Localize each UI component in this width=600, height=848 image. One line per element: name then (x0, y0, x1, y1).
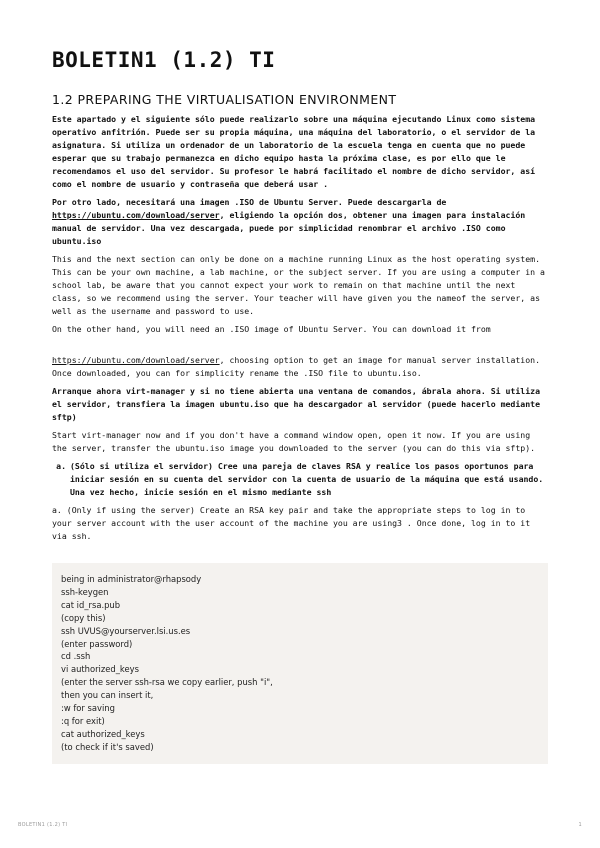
code-line: (enter password) (61, 638, 133, 649)
page-number: 1 (578, 822, 582, 828)
paragraph-iso-en: On the other hand, you will need an .ISO image of Ubuntu Server. You can download it from (52, 324, 491, 334)
paragraph-iso-es (52, 196, 548, 248)
ubuntu-download-link-es[interactable]: https://ubuntu.com/download/server (52, 210, 220, 220)
step-list (52, 460, 548, 499)
code-line: :q for exit) (61, 715, 105, 726)
code-line: then you can insert it, (61, 690, 154, 701)
page-footer (18, 822, 582, 828)
list-item-text: (Sólo si utiliza el servidor) Cree una pareja de claves RSA y realice los pasos oportunos para iniciar sesión en su cuenta del servidor con la cuenta de usuario de la máquina que está usando. Una vez hecho, inicie sesión en el mismo mediante ssh (70, 461, 544, 497)
ubuntu-download-link-en[interactable]: https://ubuntu.com/download/server (52, 355, 220, 365)
paragraph-virt-manager-es: Arranque ahora virt-manager y si no tiene abierta una ventana de comandos, ábrala ahora. Si utiliza el servidor, transfiera la imagen ubuntu.iso que ha descargador al servidor (puede hacerlo mediante sftp) (52, 386, 540, 422)
code-block (52, 563, 548, 764)
paragraph-iso-es-text-2: , eligiendo la opción dos, obtener una imagen para instalación manual de servidor. Una vez descargada, puede por simplicidad renombrar el archivo .ISO como ubuntu.iso (52, 210, 526, 246)
code-line: (copy this) (61, 612, 106, 623)
code-line: vi authorized_keys (61, 664, 139, 675)
paragraph-intro-es: Este apartado y el siguiente sólo puede realizarlo sobre una máquina ejecutando Linux como sistema operativo anfitrión. Puede ser su propia máquina, una máquina del laboratorio, o el servidor de la asignatura. Si utiliza un ordenador de un laboratorio de la escuela tenga en cuenta que no puede esperar que su trabajo permanezca en dicho equipo hasta la próxima clase, es por ello que le recomendamos el uso del servidor. Su profesor le habrá facilitado el nombre de dicho servidor, así como el nombre de usuario y contraseña que deberá usar . (52, 114, 536, 189)
code-line: being in administrator@rhapsody (61, 574, 202, 584)
paragraph-iso-es-text-1: Por otro lado, necesitará una imagen .ISO de Ubuntu Server. Puede descargarla de (52, 197, 447, 207)
code-line: cd .ssh (61, 651, 91, 662)
list-marker: a. (56, 461, 66, 471)
paragraph-rsa-en: a. (Only if using the server) Create an RSA key pair and take the appropriate steps to log in to your server account with the user account of the machine you are using3 . Once done, log in to it via ssh. (52, 505, 531, 541)
code-line: (to check if it's saved) (61, 741, 154, 752)
code-line: cat authorized_keys (61, 728, 145, 739)
paragraph-download-en (52, 354, 548, 367)
paragraph-download-en-text: , choosing option to get an image for manual server installation. (219, 355, 541, 365)
spacer (52, 341, 548, 354)
list-item (56, 460, 548, 499)
code-line: ssh-keygen (61, 586, 109, 597)
code-line: cat id_rsa.pub (61, 599, 121, 610)
code-line: :w for saving (61, 703, 115, 714)
document-page (52, 48, 548, 764)
footer-title: BOLETIN1 (1.2) TI (18, 822, 68, 828)
paragraph-intro-en: This and the next section can only be done on a machine running Linux as the host operating system. This can be your own machine, a lab machine, or the subject server. If you are using a computer in a school lab, be aware that you cannot expect your work to remain on that machine until the next class, so we recommend using the server. Your teacher will have given you the nameof the server, as well as the username and password to use. (52, 254, 545, 316)
paragraph-rename-en: Once downloaded, you can for simplicity rename the .ISO file to ubuntu.iso. (52, 368, 422, 378)
code-line: (enter the server ssh-rsa we copy earlier, push "i", (61, 677, 273, 688)
page-title: BOLETIN1 (1.2) TI (52, 48, 276, 72)
code-line: ssh UVUS@yourserver.lsi.us.es (61, 625, 191, 636)
section-heading: 1.2 PREPARING THE VIRTUALISATION ENVIRONMENT (52, 92, 397, 107)
paragraph-virt-manager-en: Start virt-manager now and if you don't have a command window open, open it now. If you are using the server, transfer the ubuntu.iso image you downloaded to the server (you can do this via sftp). (52, 430, 536, 453)
